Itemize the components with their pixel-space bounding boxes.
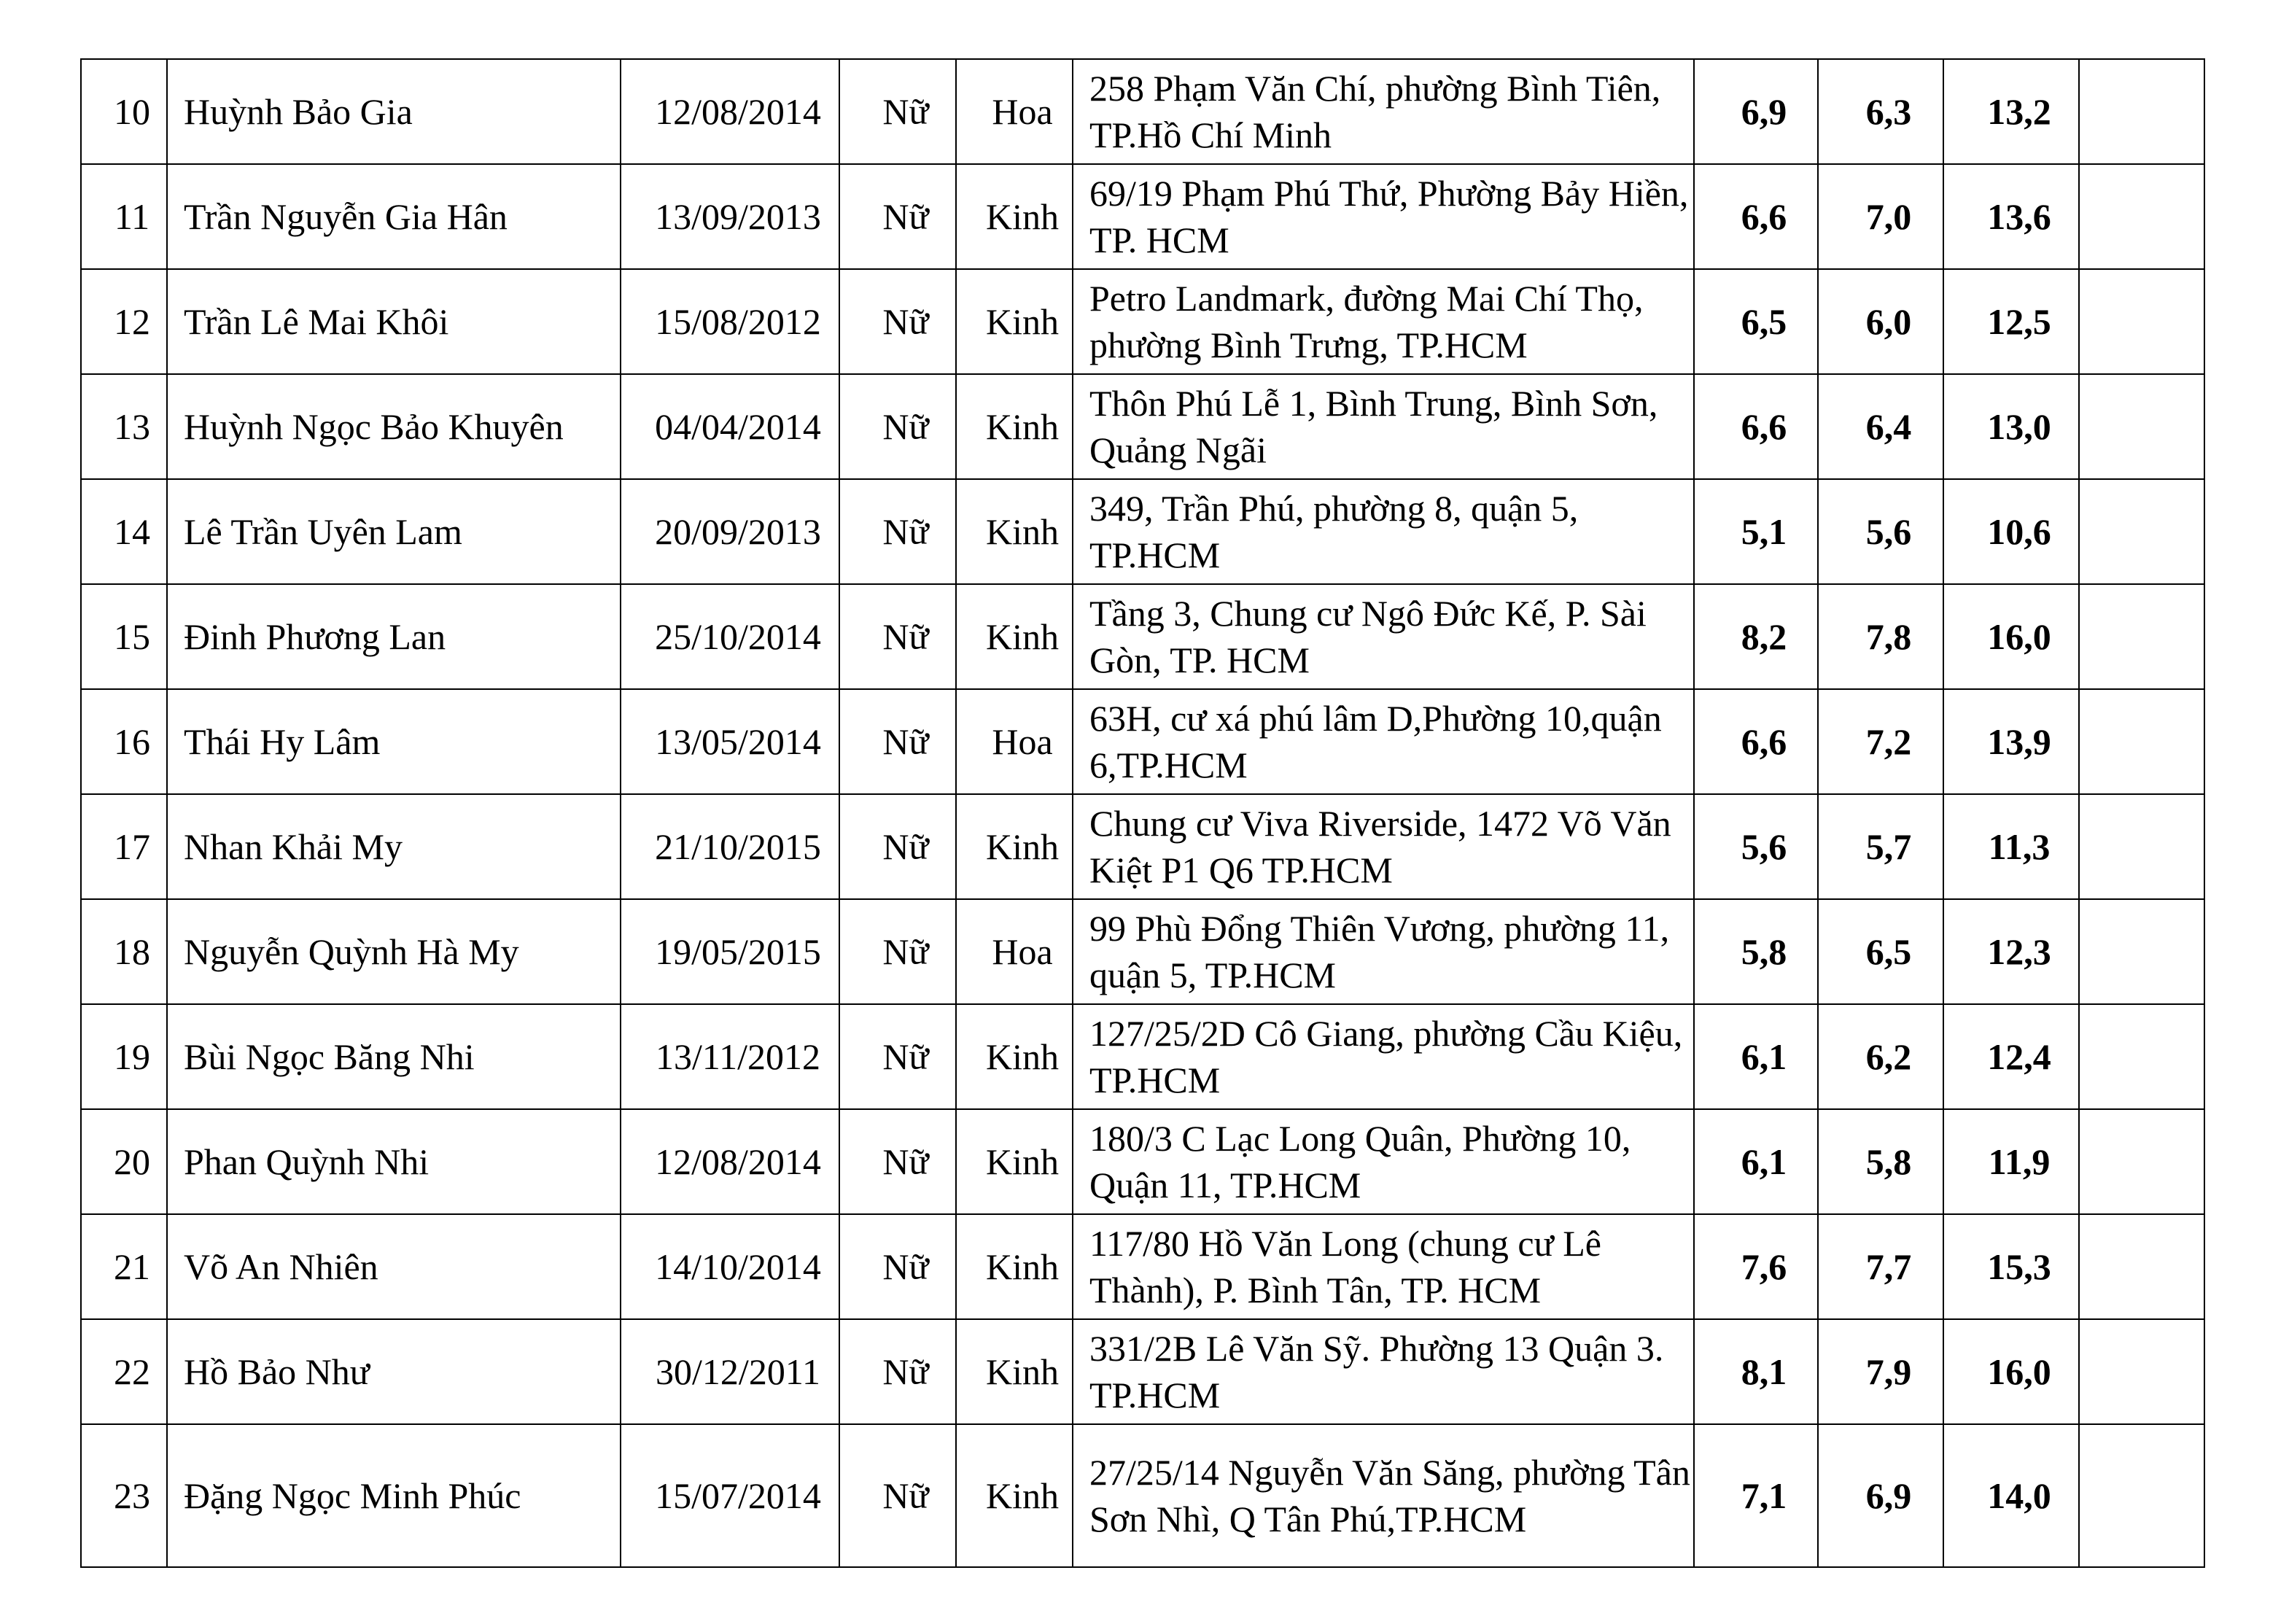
score-1-cell: 6,5	[1694, 269, 1818, 374]
table-row	[81, 269, 2204, 374]
row-number-cell: 19	[81, 1004, 167, 1109]
birth-date-cell: 04/04/2014	[621, 374, 839, 479]
table-row	[81, 899, 2204, 1004]
score-2-cell: 7,8	[1818, 584, 1943, 689]
row-number-cell: 14	[81, 479, 167, 584]
gender-cell: Nữ	[839, 164, 956, 269]
row-number-cell: 21	[81, 1214, 167, 1319]
table-row	[81, 1214, 2204, 1319]
score-1-cell: 8,2	[1694, 584, 1818, 689]
row-number-cell: 10	[81, 59, 167, 164]
ethnicity-cell: Kinh	[956, 479, 1073, 584]
total-score-cell: 13,6	[1943, 164, 2079, 269]
gender-cell: Nữ	[839, 1319, 956, 1424]
gender-cell: Nữ	[839, 374, 956, 479]
address-cell: Tầng 3, Chung cư Ngô Đức Kế, P. Sài Gòn, TP. HCM	[1073, 584, 1694, 689]
score-1-cell: 5,6	[1694, 794, 1818, 899]
address-cell: 117/80 Hồ Văn Long (chung cư Lê Thành), P. Bình Tân, TP. HCM	[1073, 1214, 1694, 1319]
total-score-cell: 14,0	[1943, 1424, 2079, 1567]
birth-date-cell: 20/09/2013	[621, 479, 839, 584]
note-cell	[2079, 794, 2204, 899]
note-cell	[2079, 899, 2204, 1004]
gender-cell: Nữ	[839, 1214, 956, 1319]
note-cell	[2079, 59, 2204, 164]
gender-cell: Nữ	[839, 479, 956, 584]
row-number-cell: 22	[81, 1319, 167, 1424]
ethnicity-cell: Kinh	[956, 374, 1073, 479]
gender-cell: Nữ	[839, 269, 956, 374]
student-name-cell: Bùi Ngọc Băng Nhi	[167, 1004, 621, 1109]
score-2-cell: 7,2	[1818, 689, 1943, 794]
ethnicity-cell: Kinh	[956, 1319, 1073, 1424]
ethnicity-cell: Kinh	[956, 269, 1073, 374]
student-name-cell: Nhan Khải My	[167, 794, 621, 899]
note-cell	[2079, 1424, 2204, 1567]
score-1-cell: 6,6	[1694, 164, 1818, 269]
gender-cell: Nữ	[839, 689, 956, 794]
row-number-cell: 11	[81, 164, 167, 269]
note-cell	[2079, 269, 2204, 374]
score-2-cell: 6,5	[1818, 899, 1943, 1004]
score-1-cell: 5,1	[1694, 479, 1818, 584]
row-number-cell: 15	[81, 584, 167, 689]
table-row	[81, 689, 2204, 794]
score-2-cell: 5,6	[1818, 479, 1943, 584]
ethnicity-cell: Kinh	[956, 794, 1073, 899]
student-name-cell: Huỳnh Bảo Gia	[167, 59, 621, 164]
score-1-cell: 6,9	[1694, 59, 1818, 164]
student-name-cell: Thái Hy Lâm	[167, 689, 621, 794]
total-score-cell: 12,4	[1943, 1004, 2079, 1109]
gender-cell: Nữ	[839, 1109, 956, 1214]
table-row	[81, 1004, 2204, 1109]
address-cell: 180/3 C Lạc Long Quân, Phường 10, Quận 11, TP.HCM	[1073, 1109, 1694, 1214]
score-2-cell: 5,8	[1818, 1109, 1943, 1214]
gender-cell: Nữ	[839, 59, 956, 164]
total-score-cell: 11,9	[1943, 1109, 2079, 1214]
ethnicity-cell: Hoa	[956, 899, 1073, 1004]
score-1-cell: 6,1	[1694, 1004, 1818, 1109]
total-score-cell: 13,0	[1943, 374, 2079, 479]
birth-date-cell: 13/05/2014	[621, 689, 839, 794]
total-score-cell: 16,0	[1943, 584, 2079, 689]
student-name-cell: Đinh Phương Lan	[167, 584, 621, 689]
row-number-cell: 17	[81, 794, 167, 899]
address-cell: 349, Trần Phú, phường 8, quận 5, TP.HCM	[1073, 479, 1694, 584]
score-1-cell: 7,6	[1694, 1214, 1818, 1319]
ethnicity-cell: Kinh	[956, 1004, 1073, 1109]
ethnicity-cell: Hoa	[956, 689, 1073, 794]
birth-date-cell: 14/10/2014	[621, 1214, 839, 1319]
score-2-cell: 7,7	[1818, 1214, 1943, 1319]
note-cell	[2079, 1004, 2204, 1109]
score-2-cell: 5,7	[1818, 794, 1943, 899]
ethnicity-cell: Kinh	[956, 164, 1073, 269]
student-name-cell: Lê Trần Uyên Lam	[167, 479, 621, 584]
score-2-cell: 6,3	[1818, 59, 1943, 164]
table-row	[81, 479, 2204, 584]
table-row	[81, 1319, 2204, 1424]
score-2-cell: 6,2	[1818, 1004, 1943, 1109]
student-score-table	[80, 58, 2205, 1568]
table-row	[81, 794, 2204, 899]
student-name-cell: Nguyễn Quỳnh Hà My	[167, 899, 621, 1004]
note-cell	[2079, 1109, 2204, 1214]
total-score-cell: 12,3	[1943, 899, 2079, 1004]
ethnicity-cell: Kinh	[956, 1214, 1073, 1319]
ethnicity-cell: Hoa	[956, 59, 1073, 164]
address-cell: 331/2B Lê Văn Sỹ. Phường 13 Quận 3. TP.HCM	[1073, 1319, 1694, 1424]
address-cell: 258 Phạm Văn Chí, phường Bình Tiên, TP.Hồ Chí Minh	[1073, 59, 1694, 164]
note-cell	[2079, 689, 2204, 794]
note-cell	[2079, 584, 2204, 689]
ethnicity-cell: Kinh	[956, 584, 1073, 689]
gender-cell: Nữ	[839, 1424, 956, 1567]
address-cell: Chung cư Viva Riverside, 1472 Võ Văn Kiệt P1 Q6 TP.HCM	[1073, 794, 1694, 899]
row-number-cell: 12	[81, 269, 167, 374]
student-name-cell: Hồ Bảo Như	[167, 1319, 621, 1424]
student-name-cell: Phan Quỳnh Nhi	[167, 1109, 621, 1214]
birth-date-cell: 13/11/2012	[621, 1004, 839, 1109]
row-number-cell: 23	[81, 1424, 167, 1567]
total-score-cell: 13,2	[1943, 59, 2079, 164]
gender-cell: Nữ	[839, 899, 956, 1004]
address-cell: 99 Phù Đổng Thiên Vương, phường 11, quận 5, TP.HCM	[1073, 899, 1694, 1004]
birth-date-cell: 15/08/2012	[621, 269, 839, 374]
table-body	[81, 59, 2204, 1567]
total-score-cell: 10,6	[1943, 479, 2079, 584]
score-2-cell: 6,0	[1818, 269, 1943, 374]
score-1-cell: 5,8	[1694, 899, 1818, 1004]
score-2-cell: 6,9	[1818, 1424, 1943, 1567]
score-1-cell: 6,6	[1694, 689, 1818, 794]
birth-date-cell: 25/10/2014	[621, 584, 839, 689]
note-cell	[2079, 1214, 2204, 1319]
birth-date-cell: 12/08/2014	[621, 1109, 839, 1214]
birth-date-cell: 21/10/2015	[621, 794, 839, 899]
student-name-cell: Đặng Ngọc Minh Phúc	[167, 1424, 621, 1567]
table-row	[81, 59, 2204, 164]
table-row	[81, 374, 2204, 479]
total-score-cell: 12,5	[1943, 269, 2079, 374]
address-cell: Thôn Phú Lễ 1, Bình Trung, Bình Sơn, Quảng Ngãi	[1073, 374, 1694, 479]
address-cell: 27/25/14 Nguyễn Văn Săng, phường Tân Sơn Nhì, Q Tân Phú,TP.HCM	[1073, 1424, 1694, 1567]
score-1-cell: 8,1	[1694, 1319, 1818, 1424]
student-name-cell: Võ An Nhiên	[167, 1214, 621, 1319]
birth-date-cell: 12/08/2014	[621, 59, 839, 164]
total-score-cell: 11,3	[1943, 794, 2079, 899]
address-cell: 127/25/2D Cô Giang, phường Cầu Kiệu, TP.HCM	[1073, 1004, 1694, 1109]
birth-date-cell: 13/09/2013	[621, 164, 839, 269]
address-cell: 69/19 Phạm Phú Thứ, Phường Bảy Hiền, TP. HCM	[1073, 164, 1694, 269]
gender-cell: Nữ	[839, 584, 956, 689]
score-2-cell: 7,9	[1818, 1319, 1943, 1424]
total-score-cell: 16,0	[1943, 1319, 2079, 1424]
score-1-cell: 6,1	[1694, 1109, 1818, 1214]
total-score-cell: 15,3	[1943, 1214, 2079, 1319]
ethnicity-cell: Kinh	[956, 1109, 1073, 1214]
gender-cell: Nữ	[839, 1004, 956, 1109]
table-row	[81, 584, 2204, 689]
score-2-cell: 6,4	[1818, 374, 1943, 479]
note-cell	[2079, 1319, 2204, 1424]
table-row	[81, 1109, 2204, 1214]
score-2-cell: 7,0	[1818, 164, 1943, 269]
birth-date-cell: 30/12/2011	[621, 1319, 839, 1424]
birth-date-cell: 19/05/2015	[621, 899, 839, 1004]
row-number-cell: 16	[81, 689, 167, 794]
total-score-cell: 13,9	[1943, 689, 2079, 794]
row-number-cell: 20	[81, 1109, 167, 1214]
table-row	[81, 164, 2204, 269]
gender-cell: Nữ	[839, 794, 956, 899]
ethnicity-cell: Kinh	[956, 1424, 1073, 1567]
row-number-cell: 18	[81, 899, 167, 1004]
note-cell	[2079, 164, 2204, 269]
note-cell	[2079, 479, 2204, 584]
address-cell: Petro Landmark, đường Mai Chí Thọ, phường Bình Trưng, TP.HCM	[1073, 269, 1694, 374]
row-number-cell: 13	[81, 374, 167, 479]
student-name-cell: Huỳnh Ngọc Bảo Khuyên	[167, 374, 621, 479]
student-name-cell: Trần Nguyễn Gia Hân	[167, 164, 621, 269]
table-row	[81, 1424, 2204, 1567]
note-cell	[2079, 374, 2204, 479]
address-cell: 63H, cư xá phú lâm D,Phường 10,quận 6,TP.HCM	[1073, 689, 1694, 794]
score-1-cell: 7,1	[1694, 1424, 1818, 1567]
score-1-cell: 6,6	[1694, 374, 1818, 479]
student-name-cell: Trần Lê Mai Khôi	[167, 269, 621, 374]
birth-date-cell: 15/07/2014	[621, 1424, 839, 1567]
